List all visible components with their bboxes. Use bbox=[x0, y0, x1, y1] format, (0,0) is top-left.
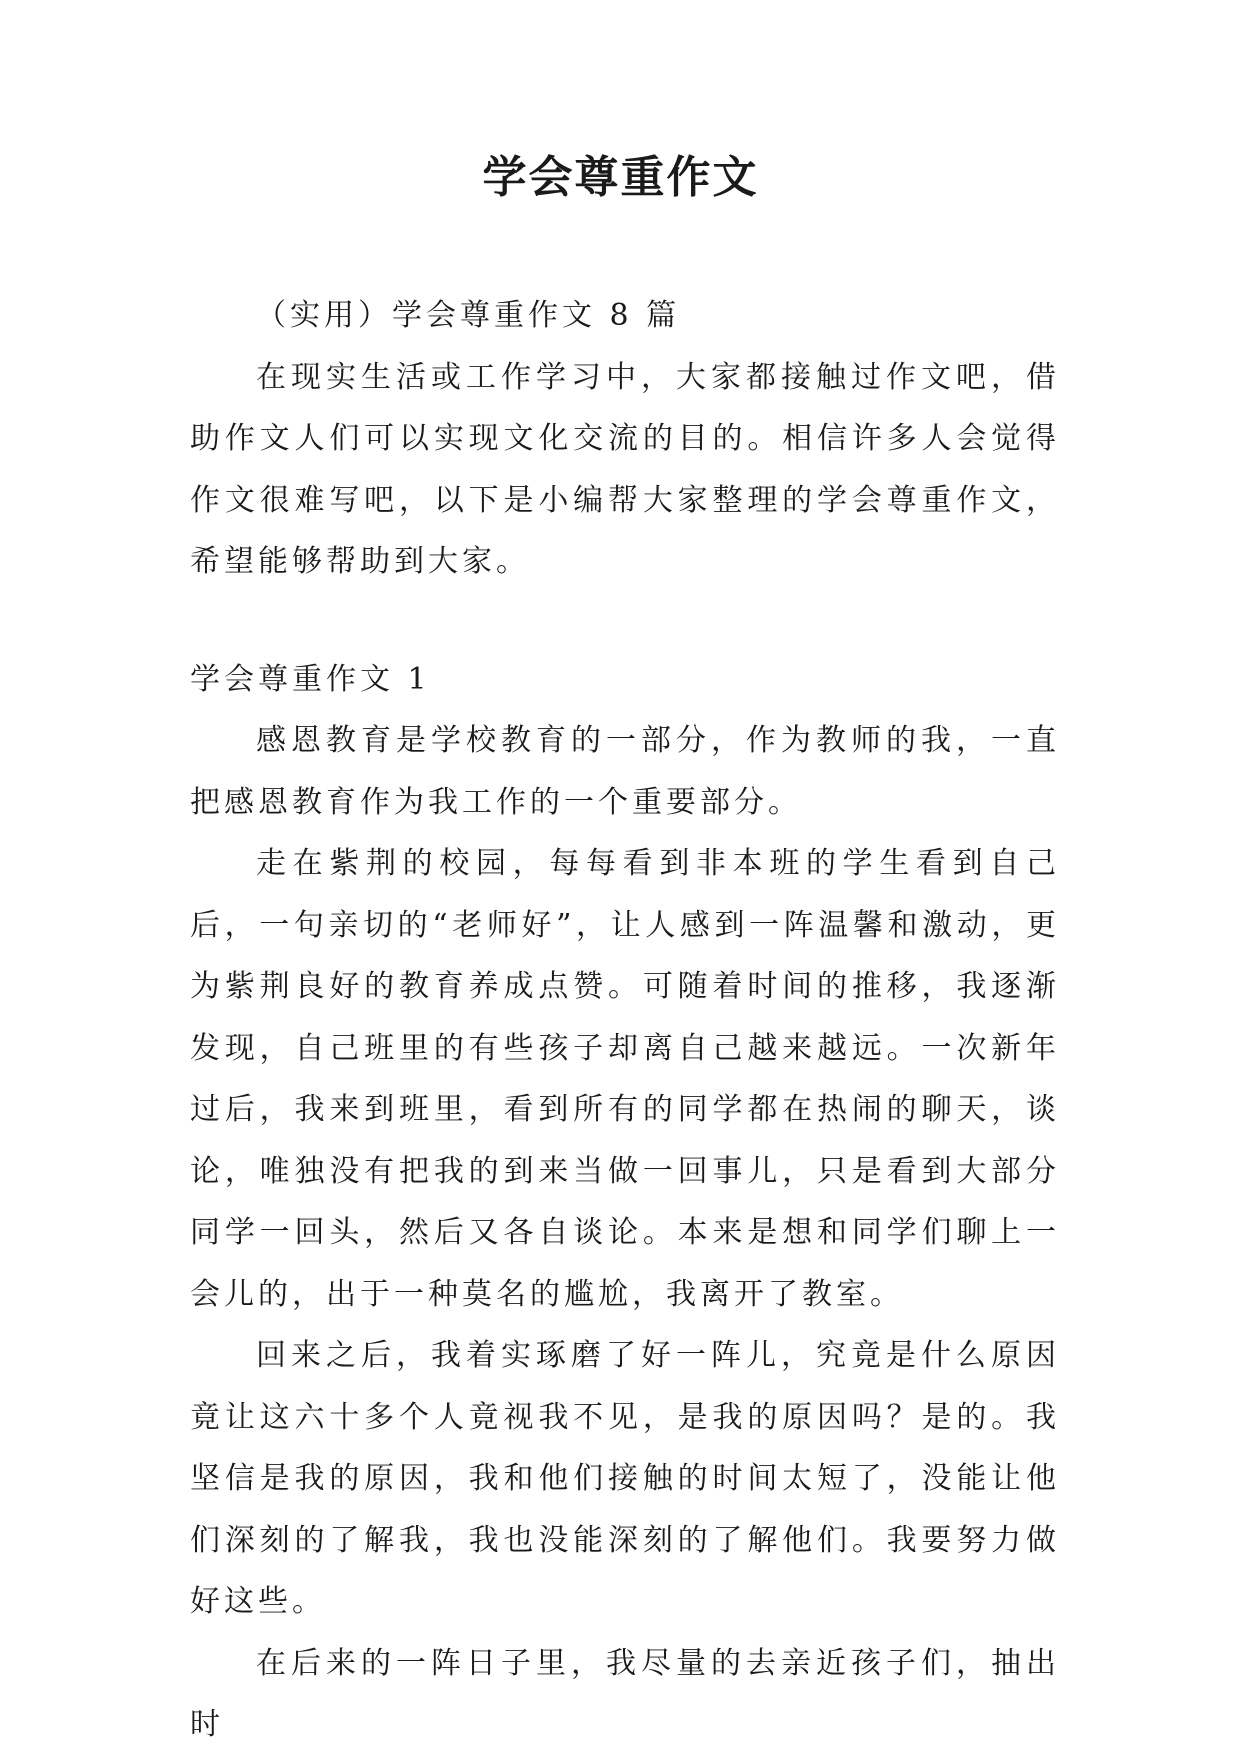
body-paragraph: 走在紫荆的校园，每每看到非本班的学生看到自己后，一句亲切的“老师好”，让人感到一阵温馨和激动，更为紫荆良好的教育养成点赞。可随着时间的推移，我逐渐发现，自己班里的有些孩子却离自己越来越远。一次新年过后，我来到班里，看到所有的同学都在热闹的聊天，谈论，唯独没有把我的到来当做一回事儿，只是看到大部分同学一回头，然后又各自谈论。本来是想和同学们聊上一会儿的，出于一种莫名的尴尬，我离开了教室。 bbox=[190, 846, 1060, 1312]
body-paragraph: 回来之后，我着实琢磨了好一阵儿，究竟是什么原因竟让这六十多个人竟视我不见，是我的原因吗？是的。我坚信是我的原因，我和他们接触的时间太短了，没能让他们深刻的了解我，我也没能深刻的了解他们。我要努力做好这些。 bbox=[190, 1338, 1060, 1619]
body-paragraph: 在后来的一阵日子里，我尽量的去亲近孩子们，抽出时 bbox=[190, 1645, 1060, 1742]
intro-paragraph: 在现实生活或工作学习中，大家都接触过作文吧，借助作文人们可以实现文化交流的目的。相信许多人会觉得作文很难写吧，以下是小编帮大家整理的学会尊重作文，希望能够帮助到大家。 bbox=[190, 359, 1060, 579]
document-body bbox=[190, 285, 1060, 1756]
body-paragraph: 感恩教育是学校教育的一部分，作为教师的我，一直把感恩教育作为我工作的一个重要部分。 bbox=[190, 723, 1060, 820]
section-heading: 学会尊重作文 1 bbox=[190, 661, 431, 697]
subtitle-paragraph: （实用）学会尊重作文 8 篇 bbox=[256, 298, 681, 333]
document-title: 学会尊重作文 bbox=[482, 152, 759, 203]
